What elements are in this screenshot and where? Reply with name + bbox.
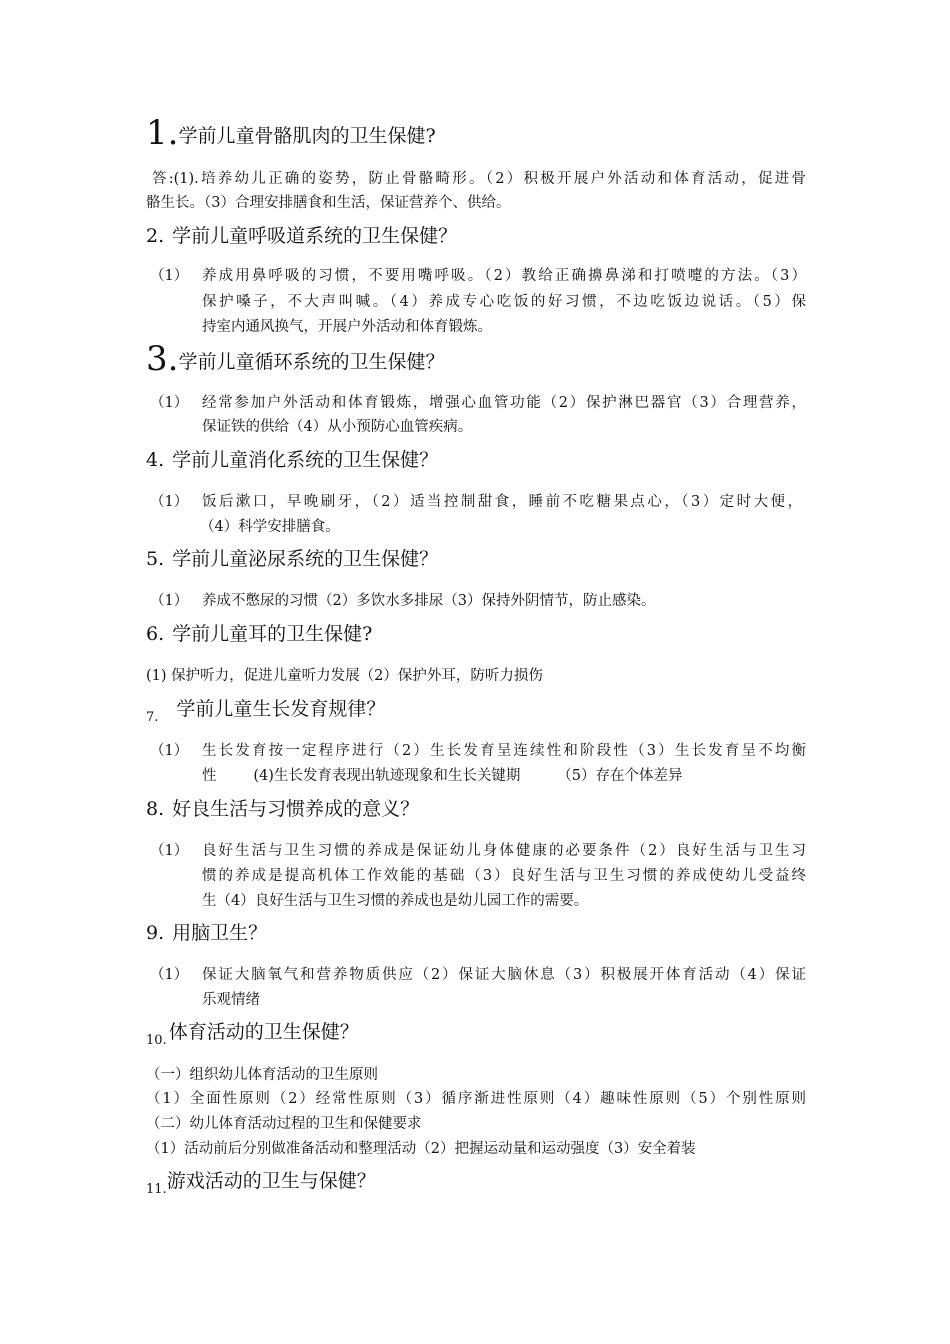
question-number: 11. (146, 1182, 167, 1197)
answer-line: （二）幼儿体育活动过程的卫生和保健要求 (146, 1116, 422, 1132)
question-7-heading (146, 697, 385, 730)
question-number: 2. (146, 225, 165, 247)
answer-line: 经常参加户外活动和体育锻炼，增强心血管功能（2）保护淋巴器官（3）合理营养， (202, 395, 806, 411)
answer-line: 养成不憋尿的习惯（2）多饮水多排尿（3）保持外阴情节，防止感染。 (202, 593, 656, 609)
answer-line: 保护嗓子，不大声叫喊。（4）养成专心吃饭的好习惯，不边吃饭边说话。（5）保 (202, 294, 806, 310)
question-title: 学前儿童呼吸道系统的卫生保健？ (172, 225, 458, 247)
answer-line: 良好生活与卫生习惯的养成是保证幼儿身体健康的必要条件（2）良好生活与卫生习 (202, 843, 806, 859)
question-title: 好良生活与习惯养成的意义？ (172, 798, 420, 820)
question-4-heading (146, 448, 438, 472)
question-2-heading (146, 224, 457, 248)
question-title: 学前儿童耳的卫生保健? (172, 623, 373, 645)
answer-line: （一）组织幼儿体育活动的卫生原则 (146, 1067, 378, 1083)
question-8-heading (146, 797, 419, 821)
question-title: 学前儿童循环系统的卫生保健？ (178, 351, 445, 373)
question-3-heading (146, 339, 445, 379)
question-11-heading (146, 1169, 376, 1202)
question-title: 游戏活动的卫生与保健？ (166, 1170, 376, 1192)
question-number: 8. (146, 798, 165, 820)
question-title: 学前儿童泌尿系统的卫生保健？ (172, 548, 439, 570)
answer-line: 保证铁的供给（4）从小预防心血管疾病。 (202, 419, 473, 435)
question-9-heading (146, 921, 267, 945)
answer-item-number: （1） (150, 395, 189, 411)
question-number: 4. (146, 449, 165, 471)
question-title: 学前儿童消化系统的卫生保健？ (172, 449, 439, 471)
question-number: 7. (146, 710, 159, 725)
answer-line: (1) 保护听力，促进儿童听力发展（2）保护外耳，防听力损伤 (146, 668, 543, 684)
answer-line: 骼生长。（3）合理安排膳食和生活，保证营养个、供给。 (146, 195, 511, 211)
question-6-heading (146, 622, 372, 646)
answer-line: 养成用鼻呼吸的习惯，不要用嘴呼吸。（2）教给正确擤鼻涕和打喷嚏的方法。（3） (202, 268, 806, 284)
question-number: 9. (146, 922, 165, 944)
question-number: 6. (146, 623, 165, 645)
question-number: 10. (146, 1033, 167, 1048)
answer-line: 惯的养成是提高机体工作效能的基础（3）良好生活与卫生习惯的养成使幼儿受益终 (202, 868, 806, 884)
answer-item-number: （1） (150, 843, 189, 859)
answer-line: 生（4）良好生活与卫生习惯的养成也是幼儿园工作的需要。 (202, 893, 589, 909)
answer-line: 乐观情绪 (202, 992, 260, 1008)
answer-line: （4）科学安排膳食。 (200, 519, 340, 535)
answer-line: 性 (4)生长发育表现出轨迹现象和生长关键期 （5）存在个体差异 (202, 768, 683, 784)
question-title: 用脑卫生？ (172, 922, 268, 944)
answer-item-number: （1） (150, 967, 189, 983)
answer-line: 持室内通风换气，开展户外活动和体育锻炼。 (202, 319, 492, 335)
answer-item-number: （1） (150, 268, 189, 284)
question-title: 体育活动的卫生保健？ (168, 1021, 359, 1043)
answer-line: （1）全面性原则（2）经常性原则（3）循序渐进性原则（4）趣味性原则（5）个别性原则 (146, 1091, 806, 1107)
question-5-heading (146, 547, 438, 571)
question-title: 学前儿童生长发育规律？ (176, 698, 386, 720)
question-number: 5. (146, 548, 165, 570)
question-10-heading (146, 1020, 359, 1053)
question-number: 1. (146, 113, 179, 153)
answer-line: 答:(1).培养幼儿正确的姿势，防止骨骼畸形。（2）积极开展户外活动和体育活动，促进骨 (152, 171, 806, 187)
answer-item-number: （1） (150, 494, 189, 510)
answer-line: 保证大脑氧气和营养物质供应（2）保证大脑休息（3）积极展开体育活动（4）保证 (202, 967, 806, 983)
answer-line: 生长发育按一定程序进行（2）生长发育呈连续性和阶段性（3）生长发育呈不均衡 (202, 743, 806, 759)
answer-line: （1）活动前后分别做准备活动和整理活动（2）把握运动量和运动强度（3）安全着装 (146, 1141, 696, 1157)
question-title: 学前儿童骨骼肌肉的卫生保健? (178, 125, 436, 147)
question-1-heading (146, 113, 436, 153)
answer-item-number: （1） (150, 593, 189, 609)
answer-line: 饭后漱口，早晚刷牙，（2）适当控制甜食，睡前不吃糖果点心，（3）定时大便， (202, 494, 802, 510)
question-number: 3. (146, 339, 179, 379)
answer-item-number: （1） (150, 743, 189, 759)
